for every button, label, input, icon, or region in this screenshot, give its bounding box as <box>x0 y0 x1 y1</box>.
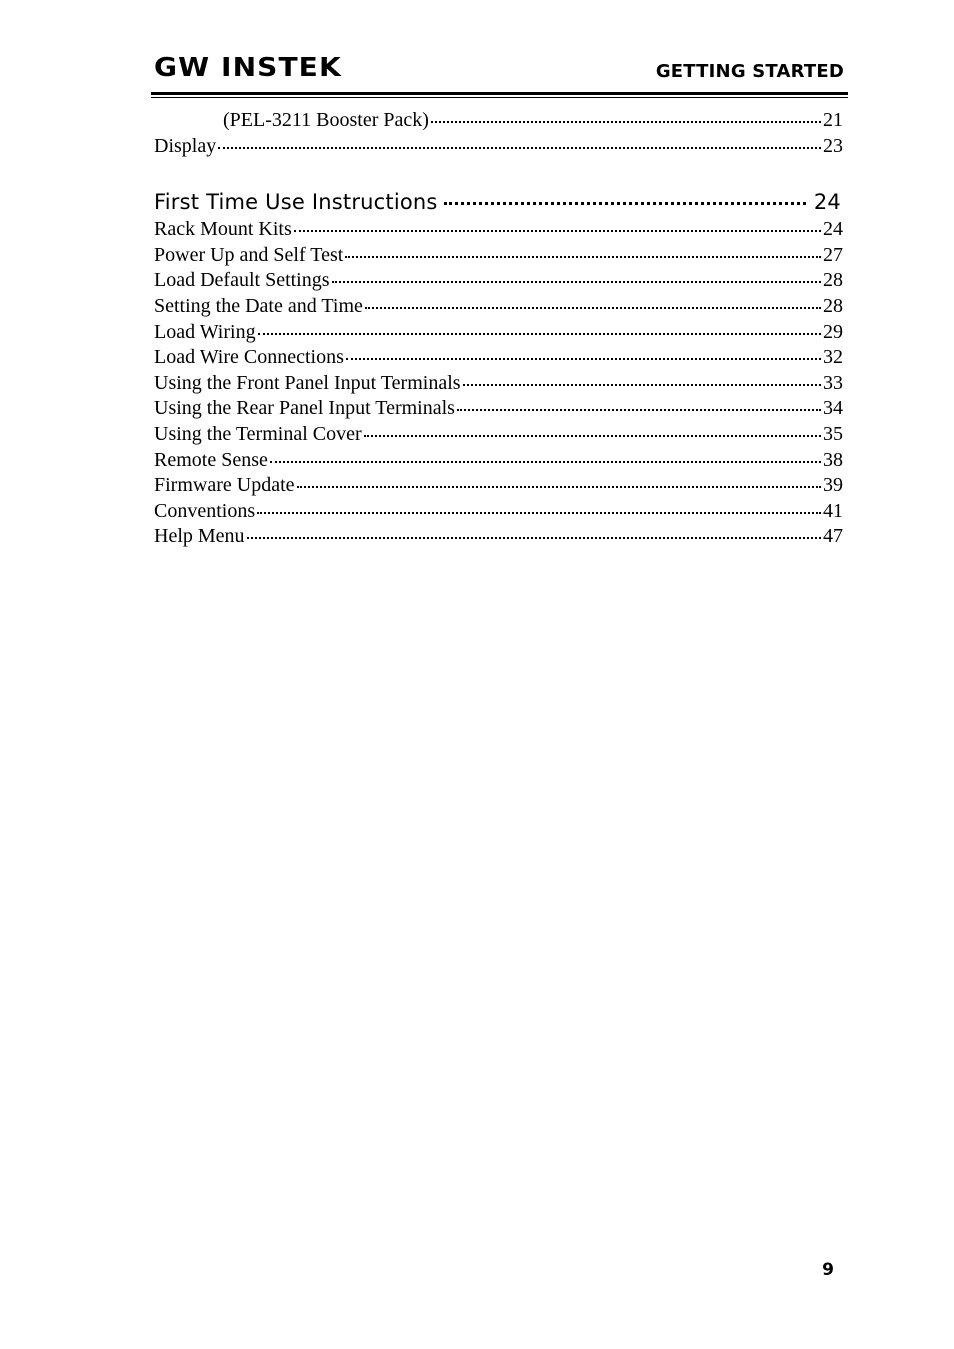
toc-entry-page: 23 <box>823 134 843 157</box>
toc-entry[interactable] <box>154 422 843 448</box>
dot-leader <box>345 256 821 258</box>
toc-entry-label: Using the Rear Panel Input Terminals <box>154 397 455 420</box>
toc-entry[interactable] <box>154 345 843 371</box>
header-rule-thick <box>151 92 848 95</box>
toc-entry[interactable] <box>154 396 843 422</box>
dot-leader <box>247 537 821 539</box>
toc-entry-page: 34 <box>823 397 843 420</box>
toc-entry[interactable] <box>154 268 843 294</box>
toc-entry[interactable] <box>154 499 843 525</box>
toc-entry[interactable] <box>154 448 843 474</box>
dot-leader <box>218 147 821 149</box>
dot-leader <box>270 461 821 463</box>
toc-entry-page: 47 <box>823 525 843 548</box>
toc-entry-label: Firmware Update <box>154 474 295 497</box>
toc-entry-page: 39 <box>823 474 843 497</box>
toc-entry-label: Load Wiring <box>154 320 256 343</box>
toc-entry-page: 29 <box>823 320 843 343</box>
dot-leader <box>294 230 821 232</box>
dot-leader <box>346 358 821 360</box>
toc-entry[interactable] <box>154 524 843 550</box>
toc-entry[interactable] <box>154 217 843 243</box>
toc-entry[interactable] <box>154 243 843 269</box>
toc-entry-label: Display <box>154 134 217 157</box>
toc-entry[interactable] <box>154 108 843 134</box>
brand-logo: GW INSTEK <box>154 53 342 83</box>
toc-entry-page: 38 <box>823 448 843 471</box>
chapter-page: 24 <box>813 190 841 215</box>
toc-entry-label: Load Default Settings <box>154 269 330 292</box>
dot-leader <box>463 384 821 386</box>
dot-leader <box>365 307 821 309</box>
toc-entry-label: Load Wire Connections <box>154 346 344 369</box>
toc-entry[interactable] <box>154 371 843 397</box>
toc-entry-label: Using the Front Panel Input Terminals <box>154 371 461 394</box>
dot-leader <box>457 409 821 411</box>
header-rule-thin <box>151 97 848 98</box>
toc-entry[interactable] <box>154 473 843 499</box>
toc-entry-page: 28 <box>823 294 843 317</box>
toc-entry-page: 35 <box>823 422 843 445</box>
dot-leader <box>257 512 821 514</box>
dot-leader <box>297 486 821 488</box>
toc-entry-page: 27 <box>823 243 843 266</box>
toc-entry-label: Using the Terminal Cover <box>154 422 362 445</box>
dot-leader <box>332 281 821 283</box>
dot-leader <box>364 435 821 437</box>
dot-leader <box>431 121 821 123</box>
toc-entry-label: Rack Mount Kits <box>154 218 292 241</box>
toc-entry-page: 28 <box>823 269 843 292</box>
dot-leader <box>258 333 821 335</box>
dot-leader <box>444 202 806 205</box>
toc-entry-label: (PEL-3211 Booster Pack) <box>223 109 429 131</box>
toc-entry-label: Help Menu <box>154 525 245 548</box>
toc-entry-page: 33 <box>823 371 843 394</box>
toc-entry-page: 21 <box>823 109 843 131</box>
running-header-section: GETTING STARTED <box>655 61 844 82</box>
toc-entry-page: 24 <box>823 218 843 241</box>
toc-entry[interactable] <box>154 320 843 346</box>
toc-entry-page: 41 <box>823 499 843 522</box>
toc-entry-label: Conventions <box>154 499 256 522</box>
toc-chapter-heading[interactable] <box>154 187 843 217</box>
chapter-title: First Time Use Instructions <box>154 190 438 215</box>
toc-entry[interactable] <box>154 134 843 160</box>
toc-entry[interactable] <box>154 294 843 320</box>
toc-entry-label: Setting the Date and Time <box>154 294 363 317</box>
table-of-contents <box>154 108 843 550</box>
page-number: 9 <box>822 1260 834 1280</box>
toc-entry-label: Remote Sense <box>154 448 268 471</box>
toc-entry-label: Power Up and Self Test <box>154 243 344 266</box>
toc-entry-page: 32 <box>823 346 843 369</box>
